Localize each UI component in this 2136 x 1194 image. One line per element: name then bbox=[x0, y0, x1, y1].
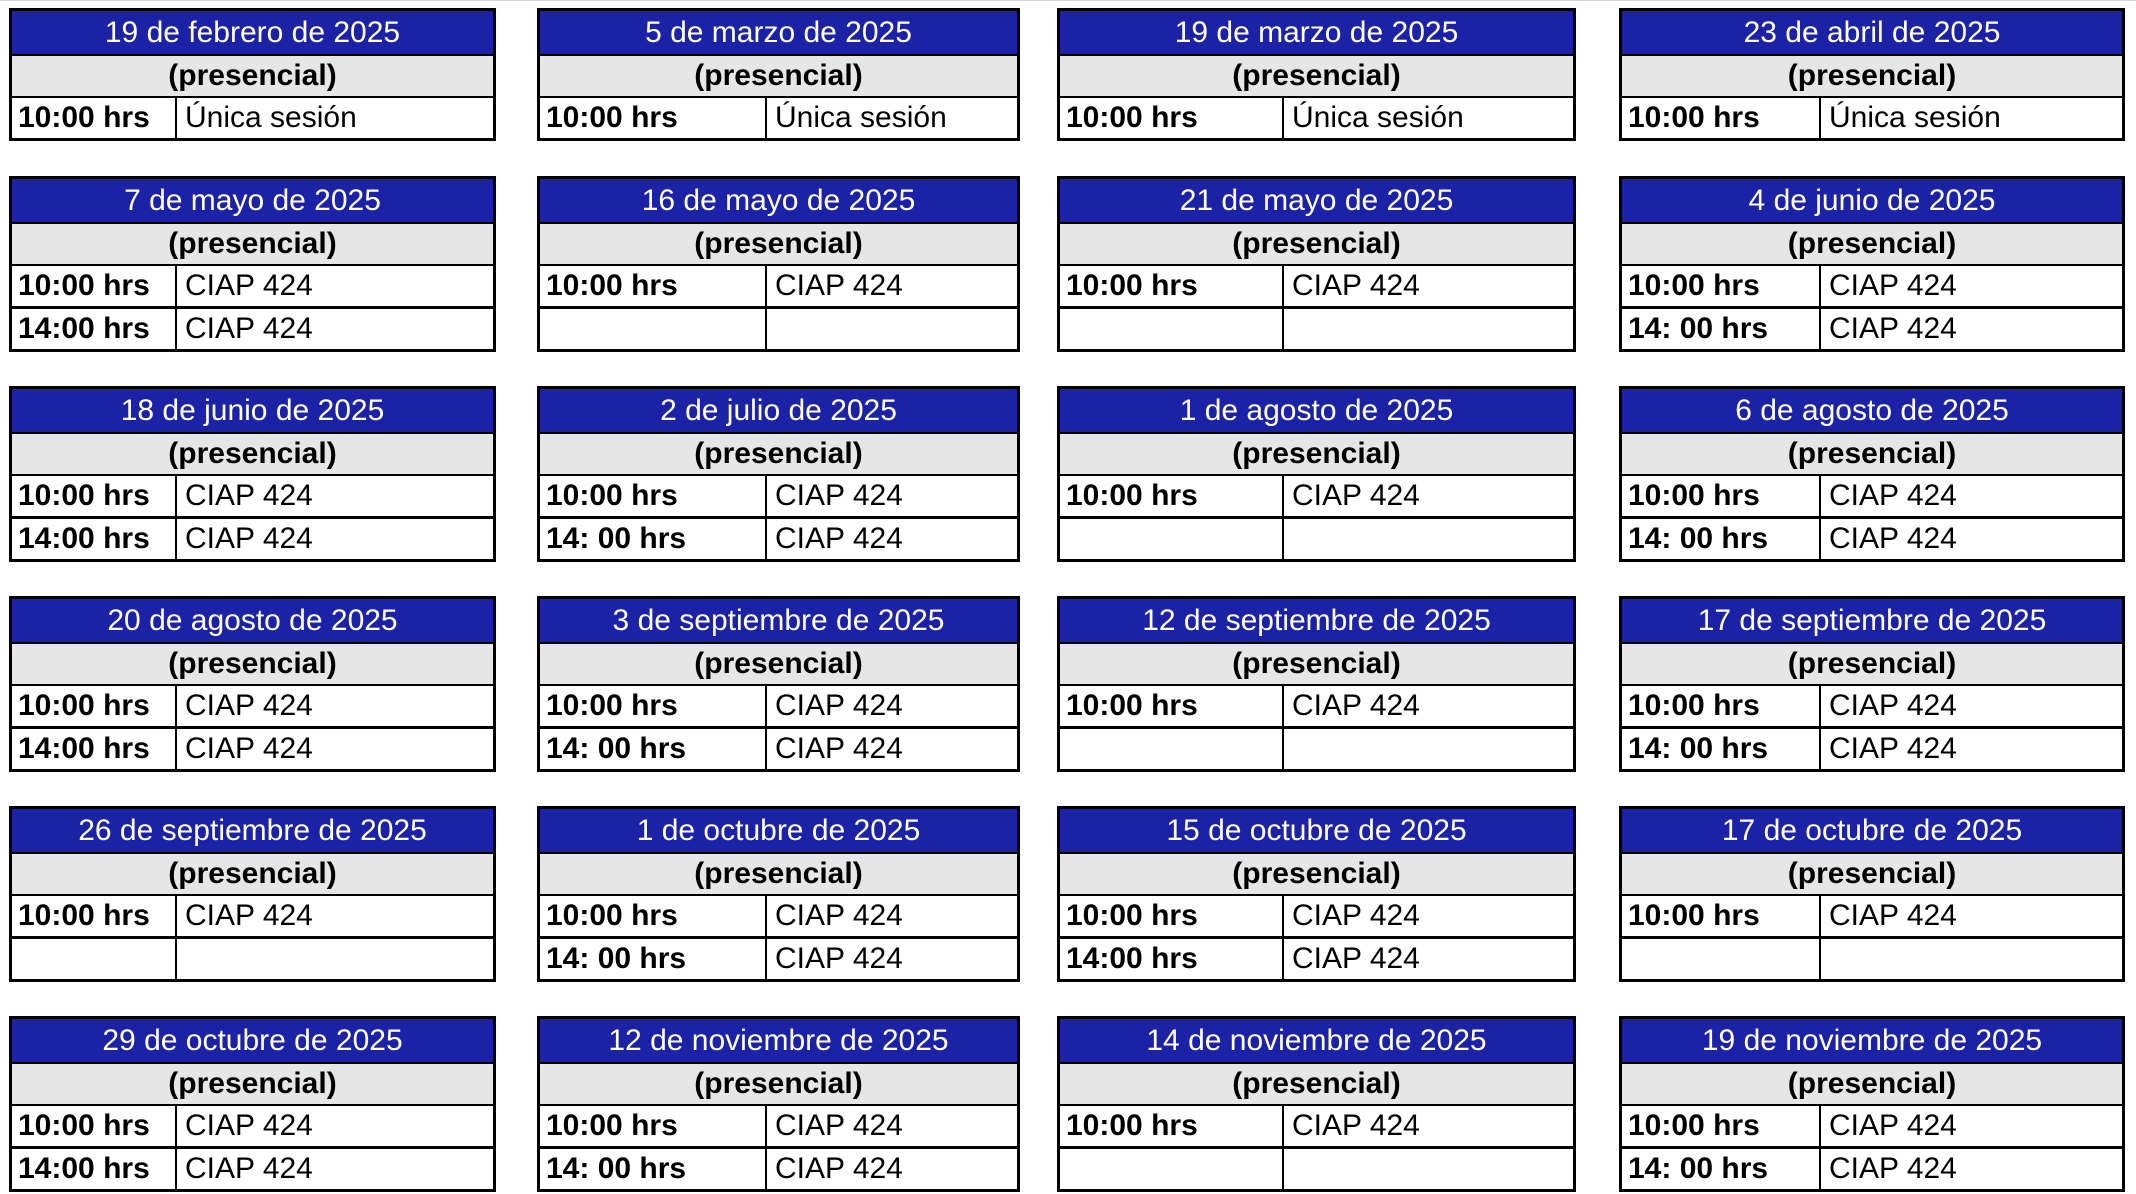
session-place-cell: CIAP 424 bbox=[1829, 1152, 1957, 1185]
session-mode-label: (presencial) bbox=[540, 854, 1017, 896]
session-card bbox=[1619, 386, 2125, 562]
session-place-cell: CIAP 424 bbox=[185, 732, 313, 765]
session-card bbox=[1619, 806, 2125, 982]
session-card bbox=[537, 8, 1020, 141]
session-date-header: 2 de julio de 2025 bbox=[540, 389, 1017, 434]
session-time-row bbox=[1622, 936, 2122, 979]
session-time-cell bbox=[540, 309, 767, 349]
session-time-cell: 10:00 hrs bbox=[12, 686, 177, 726]
session-place-cell: CIAP 424 bbox=[1292, 479, 1420, 512]
session-time-row bbox=[1622, 476, 2122, 516]
session-date-header: 23 de abril de 2025 bbox=[1622, 11, 2122, 56]
session-card bbox=[1057, 8, 1576, 141]
session-mode-label: (presencial) bbox=[1060, 224, 1573, 266]
session-date-header: 6 de agosto de 2025 bbox=[1622, 389, 2122, 434]
session-time-cell: 10:00 hrs bbox=[1060, 896, 1284, 936]
session-time-row bbox=[1060, 476, 1573, 516]
session-time-cell: 10:00 hrs bbox=[1622, 266, 1821, 306]
session-date-header: 7 de mayo de 2025 bbox=[12, 179, 493, 224]
session-card bbox=[9, 806, 496, 982]
session-mode-label: (presencial) bbox=[1060, 644, 1573, 686]
session-card bbox=[537, 176, 1020, 352]
session-mode-label: (presencial) bbox=[12, 854, 493, 896]
session-place-cell: CIAP 424 bbox=[185, 689, 313, 722]
session-mode-label: (presencial) bbox=[12, 56, 493, 98]
session-place-cell: CIAP 424 bbox=[1829, 269, 1957, 302]
session-time-row bbox=[1622, 1146, 2122, 1189]
session-time-cell: 14: 00 hrs bbox=[1622, 519, 1821, 559]
session-time-cell: 10:00 hrs bbox=[540, 476, 767, 516]
session-date-header: 4 de junio de 2025 bbox=[1622, 179, 2122, 224]
session-time-row bbox=[12, 98, 493, 138]
session-place-cell bbox=[1284, 519, 1573, 559]
session-place-cell: CIAP 424 bbox=[775, 479, 903, 512]
session-time-cell: 14: 00 hrs bbox=[540, 519, 767, 559]
session-time-cell bbox=[1060, 1149, 1284, 1189]
session-time-row bbox=[1622, 726, 2122, 769]
session-place-cell: Única sesión bbox=[1292, 101, 1464, 134]
session-date-header: 19 de noviembre de 2025 bbox=[1622, 1019, 2122, 1064]
session-place-cell: CIAP 424 bbox=[1829, 689, 1957, 722]
session-date-header: 17 de septiembre de 2025 bbox=[1622, 599, 2122, 644]
session-place-cell: CIAP 424 bbox=[185, 522, 313, 555]
session-time-row bbox=[1622, 516, 2122, 559]
session-time-cell: 14: 00 hrs bbox=[1622, 1149, 1821, 1189]
session-time-row bbox=[12, 476, 493, 516]
session-time-row bbox=[12, 936, 493, 979]
session-place-cell: CIAP 424 bbox=[775, 899, 903, 932]
session-place-cell bbox=[1284, 729, 1573, 769]
session-place-cell: CIAP 424 bbox=[1829, 522, 1957, 555]
session-time-cell: 10:00 hrs bbox=[12, 98, 177, 138]
session-time-row bbox=[540, 476, 1017, 516]
session-time-cell bbox=[1060, 729, 1284, 769]
session-time-cell bbox=[1060, 309, 1284, 349]
session-place-cell: CIAP 424 bbox=[775, 1109, 903, 1142]
session-time-cell: 10:00 hrs bbox=[1622, 686, 1821, 726]
session-place-cell: CIAP 424 bbox=[185, 312, 313, 345]
session-time-cell: 10:00 hrs bbox=[1622, 98, 1821, 138]
session-place-cell: CIAP 424 bbox=[775, 942, 903, 975]
session-time-cell: 10:00 hrs bbox=[1060, 1106, 1284, 1146]
session-card bbox=[537, 1016, 1020, 1192]
session-date-header: 29 de octubre de 2025 bbox=[12, 1019, 493, 1064]
session-mode-label: (presencial) bbox=[1622, 644, 2122, 686]
session-card bbox=[1057, 596, 1576, 772]
session-time-row bbox=[540, 1146, 1017, 1189]
session-mode-label: (presencial) bbox=[12, 224, 493, 266]
session-time-cell: 10:00 hrs bbox=[12, 896, 177, 936]
session-place-cell: Única sesión bbox=[1829, 101, 2001, 134]
session-card bbox=[537, 596, 1020, 772]
session-time-row bbox=[12, 1106, 493, 1146]
session-mode-label: (presencial) bbox=[1060, 56, 1573, 98]
session-date-header: 1 de octubre de 2025 bbox=[540, 809, 1017, 854]
session-time-row bbox=[1622, 306, 2122, 349]
session-time-row bbox=[540, 1106, 1017, 1146]
session-place-cell: CIAP 424 bbox=[185, 479, 313, 512]
session-time-row bbox=[1060, 1146, 1573, 1189]
session-place-cell: CIAP 424 bbox=[775, 269, 903, 302]
session-time-cell: 10:00 hrs bbox=[1622, 476, 1821, 516]
session-mode-label: (presencial) bbox=[540, 434, 1017, 476]
session-time-row bbox=[540, 516, 1017, 559]
session-date-header: 19 de febrero de 2025 bbox=[12, 11, 493, 56]
session-time-cell: 14:00 hrs bbox=[1060, 939, 1284, 979]
session-time-row bbox=[1622, 98, 2122, 138]
session-date-header: 3 de septiembre de 2025 bbox=[540, 599, 1017, 644]
session-mode-label: (presencial) bbox=[540, 224, 1017, 266]
session-card bbox=[1057, 806, 1576, 982]
session-time-cell: 10:00 hrs bbox=[12, 266, 177, 306]
session-time-cell bbox=[1060, 519, 1284, 559]
session-time-cell bbox=[12, 939, 177, 979]
session-card bbox=[537, 806, 1020, 982]
session-time-row bbox=[540, 936, 1017, 979]
session-time-cell: 14:00 hrs bbox=[12, 1149, 177, 1189]
session-card bbox=[9, 176, 496, 352]
session-time-cell: 14:00 hrs bbox=[12, 519, 177, 559]
session-time-cell: 10:00 hrs bbox=[1060, 266, 1284, 306]
session-card bbox=[9, 596, 496, 772]
session-time-row bbox=[540, 98, 1017, 138]
session-time-cell: 10:00 hrs bbox=[12, 1106, 177, 1146]
session-time-row bbox=[540, 896, 1017, 936]
session-place-cell bbox=[177, 939, 493, 979]
session-place-cell: CIAP 424 bbox=[185, 899, 313, 932]
session-time-cell: 10:00 hrs bbox=[1060, 98, 1284, 138]
session-mode-label: (presencial) bbox=[540, 56, 1017, 98]
session-place-cell: CIAP 424 bbox=[185, 1152, 313, 1185]
session-time-row bbox=[540, 306, 1017, 349]
session-mode-label: (presencial) bbox=[1060, 434, 1573, 476]
session-card bbox=[1619, 596, 2125, 772]
session-time-cell: 10:00 hrs bbox=[12, 476, 177, 516]
session-mode-label: (presencial) bbox=[1622, 224, 2122, 266]
session-time-row bbox=[12, 266, 493, 306]
session-date-header: 5 de marzo de 2025 bbox=[540, 11, 1017, 56]
session-place-cell bbox=[767, 309, 1017, 349]
session-place-cell: CIAP 424 bbox=[1292, 269, 1420, 302]
session-time-cell: 14: 00 hrs bbox=[540, 939, 767, 979]
session-time-row bbox=[12, 516, 493, 559]
session-mode-label: (presencial) bbox=[1622, 56, 2122, 98]
session-place-cell: CIAP 424 bbox=[1829, 1109, 1957, 1142]
session-time-cell: 14: 00 hrs bbox=[540, 729, 767, 769]
session-time-cell: 10:00 hrs bbox=[540, 686, 767, 726]
session-card bbox=[1619, 176, 2125, 352]
session-time-row bbox=[1060, 98, 1573, 138]
session-time-row bbox=[1622, 686, 2122, 726]
session-time-row bbox=[12, 726, 493, 769]
session-card bbox=[1619, 1016, 2125, 1192]
session-place-cell: CIAP 424 bbox=[1292, 942, 1420, 975]
session-date-header: 1 de agosto de 2025 bbox=[1060, 389, 1573, 434]
session-time-cell: 14:00 hrs bbox=[12, 309, 177, 349]
session-time-row bbox=[540, 266, 1017, 306]
session-time-row bbox=[540, 726, 1017, 769]
session-place-cell: CIAP 424 bbox=[1829, 479, 1957, 512]
session-time-row bbox=[1622, 266, 2122, 306]
session-time-row bbox=[1622, 1106, 2122, 1146]
session-time-row bbox=[1060, 686, 1573, 726]
session-date-header: 26 de septiembre de 2025 bbox=[12, 809, 493, 854]
session-mode-label: (presencial) bbox=[12, 434, 493, 476]
session-card bbox=[1619, 8, 2125, 141]
session-card bbox=[9, 386, 496, 562]
session-date-header: 15 de octubre de 2025 bbox=[1060, 809, 1573, 854]
session-place-cell: CIAP 424 bbox=[1829, 899, 1957, 932]
session-date-header: 12 de septiembre de 2025 bbox=[1060, 599, 1573, 644]
session-date-header: 21 de mayo de 2025 bbox=[1060, 179, 1573, 224]
session-mode-label: (presencial) bbox=[1060, 854, 1573, 896]
session-place-cell: CIAP 424 bbox=[185, 269, 313, 302]
session-mode-label: (presencial) bbox=[12, 1064, 493, 1106]
sheet-top-border bbox=[0, 0, 2136, 5]
session-place-cell: CIAP 424 bbox=[1829, 312, 1957, 345]
session-time-cell: 10:00 hrs bbox=[540, 896, 767, 936]
session-time-row bbox=[1060, 266, 1573, 306]
session-mode-label: (presencial) bbox=[540, 1064, 1017, 1106]
session-time-row bbox=[1060, 306, 1573, 349]
session-time-cell: 14: 00 hrs bbox=[1622, 309, 1821, 349]
session-card bbox=[1057, 1016, 1576, 1192]
session-card bbox=[537, 386, 1020, 562]
session-date-header: 17 de octubre de 2025 bbox=[1622, 809, 2122, 854]
session-mode-label: (presencial) bbox=[1622, 854, 2122, 896]
session-time-cell: 10:00 hrs bbox=[540, 266, 767, 306]
session-date-header: 16 de mayo de 2025 bbox=[540, 179, 1017, 224]
session-time-row bbox=[12, 1146, 493, 1189]
session-time-row bbox=[12, 896, 493, 936]
session-time-cell: 10:00 hrs bbox=[1622, 1106, 1821, 1146]
session-place-cell bbox=[1284, 1149, 1573, 1189]
session-place-cell: Única sesión bbox=[185, 101, 357, 134]
session-place-cell: CIAP 424 bbox=[1829, 732, 1957, 765]
session-mode-label: (presencial) bbox=[1622, 434, 2122, 476]
session-place-cell: CIAP 424 bbox=[775, 522, 903, 555]
session-time-row bbox=[12, 686, 493, 726]
session-time-cell: 10:00 hrs bbox=[1060, 476, 1284, 516]
session-place-cell bbox=[1284, 309, 1573, 349]
session-time-cell: 10:00 hrs bbox=[1060, 686, 1284, 726]
session-time-cell: 14: 00 hrs bbox=[1622, 729, 1821, 769]
session-time-cell: 10:00 hrs bbox=[1622, 896, 1821, 936]
session-date-header: 14 de noviembre de 2025 bbox=[1060, 1019, 1573, 1064]
session-place-cell: Única sesión bbox=[775, 101, 947, 134]
session-place-cell: CIAP 424 bbox=[1292, 1109, 1420, 1142]
session-time-cell: 14: 00 hrs bbox=[540, 1149, 767, 1189]
session-time-row bbox=[1060, 1106, 1573, 1146]
session-time-row bbox=[12, 306, 493, 349]
session-place-cell: CIAP 424 bbox=[775, 689, 903, 722]
session-place-cell: CIAP 424 bbox=[775, 732, 903, 765]
session-mode-label: (presencial) bbox=[540, 644, 1017, 686]
session-time-row bbox=[1060, 726, 1573, 769]
session-place-cell bbox=[1821, 939, 2122, 979]
session-card bbox=[1057, 386, 1576, 562]
session-time-row bbox=[1060, 936, 1573, 979]
session-date-header: 18 de junio de 2025 bbox=[12, 389, 493, 434]
session-place-cell: CIAP 424 bbox=[1292, 689, 1420, 722]
session-place-cell: CIAP 424 bbox=[775, 1152, 903, 1185]
session-time-row bbox=[1060, 516, 1573, 559]
session-place-cell: CIAP 424 bbox=[1292, 899, 1420, 932]
session-time-cell: 10:00 hrs bbox=[540, 1106, 767, 1146]
session-time-row bbox=[1622, 896, 2122, 936]
session-card bbox=[9, 1016, 496, 1192]
session-time-row bbox=[1060, 896, 1573, 936]
session-mode-label: (presencial) bbox=[12, 644, 493, 686]
session-card bbox=[1057, 176, 1576, 352]
session-date-header: 19 de marzo de 2025 bbox=[1060, 11, 1573, 56]
session-card bbox=[9, 8, 496, 141]
session-mode-label: (presencial) bbox=[1622, 1064, 2122, 1106]
session-place-cell: CIAP 424 bbox=[185, 1109, 313, 1142]
session-mode-label: (presencial) bbox=[1060, 1064, 1573, 1106]
session-time-cell: 14:00 hrs bbox=[12, 729, 177, 769]
session-date-header: 12 de noviembre de 2025 bbox=[540, 1019, 1017, 1064]
session-time-cell bbox=[1622, 939, 1821, 979]
session-time-cell: 10:00 hrs bbox=[540, 98, 767, 138]
session-date-header: 20 de agosto de 2025 bbox=[12, 599, 493, 644]
session-time-row bbox=[540, 686, 1017, 726]
